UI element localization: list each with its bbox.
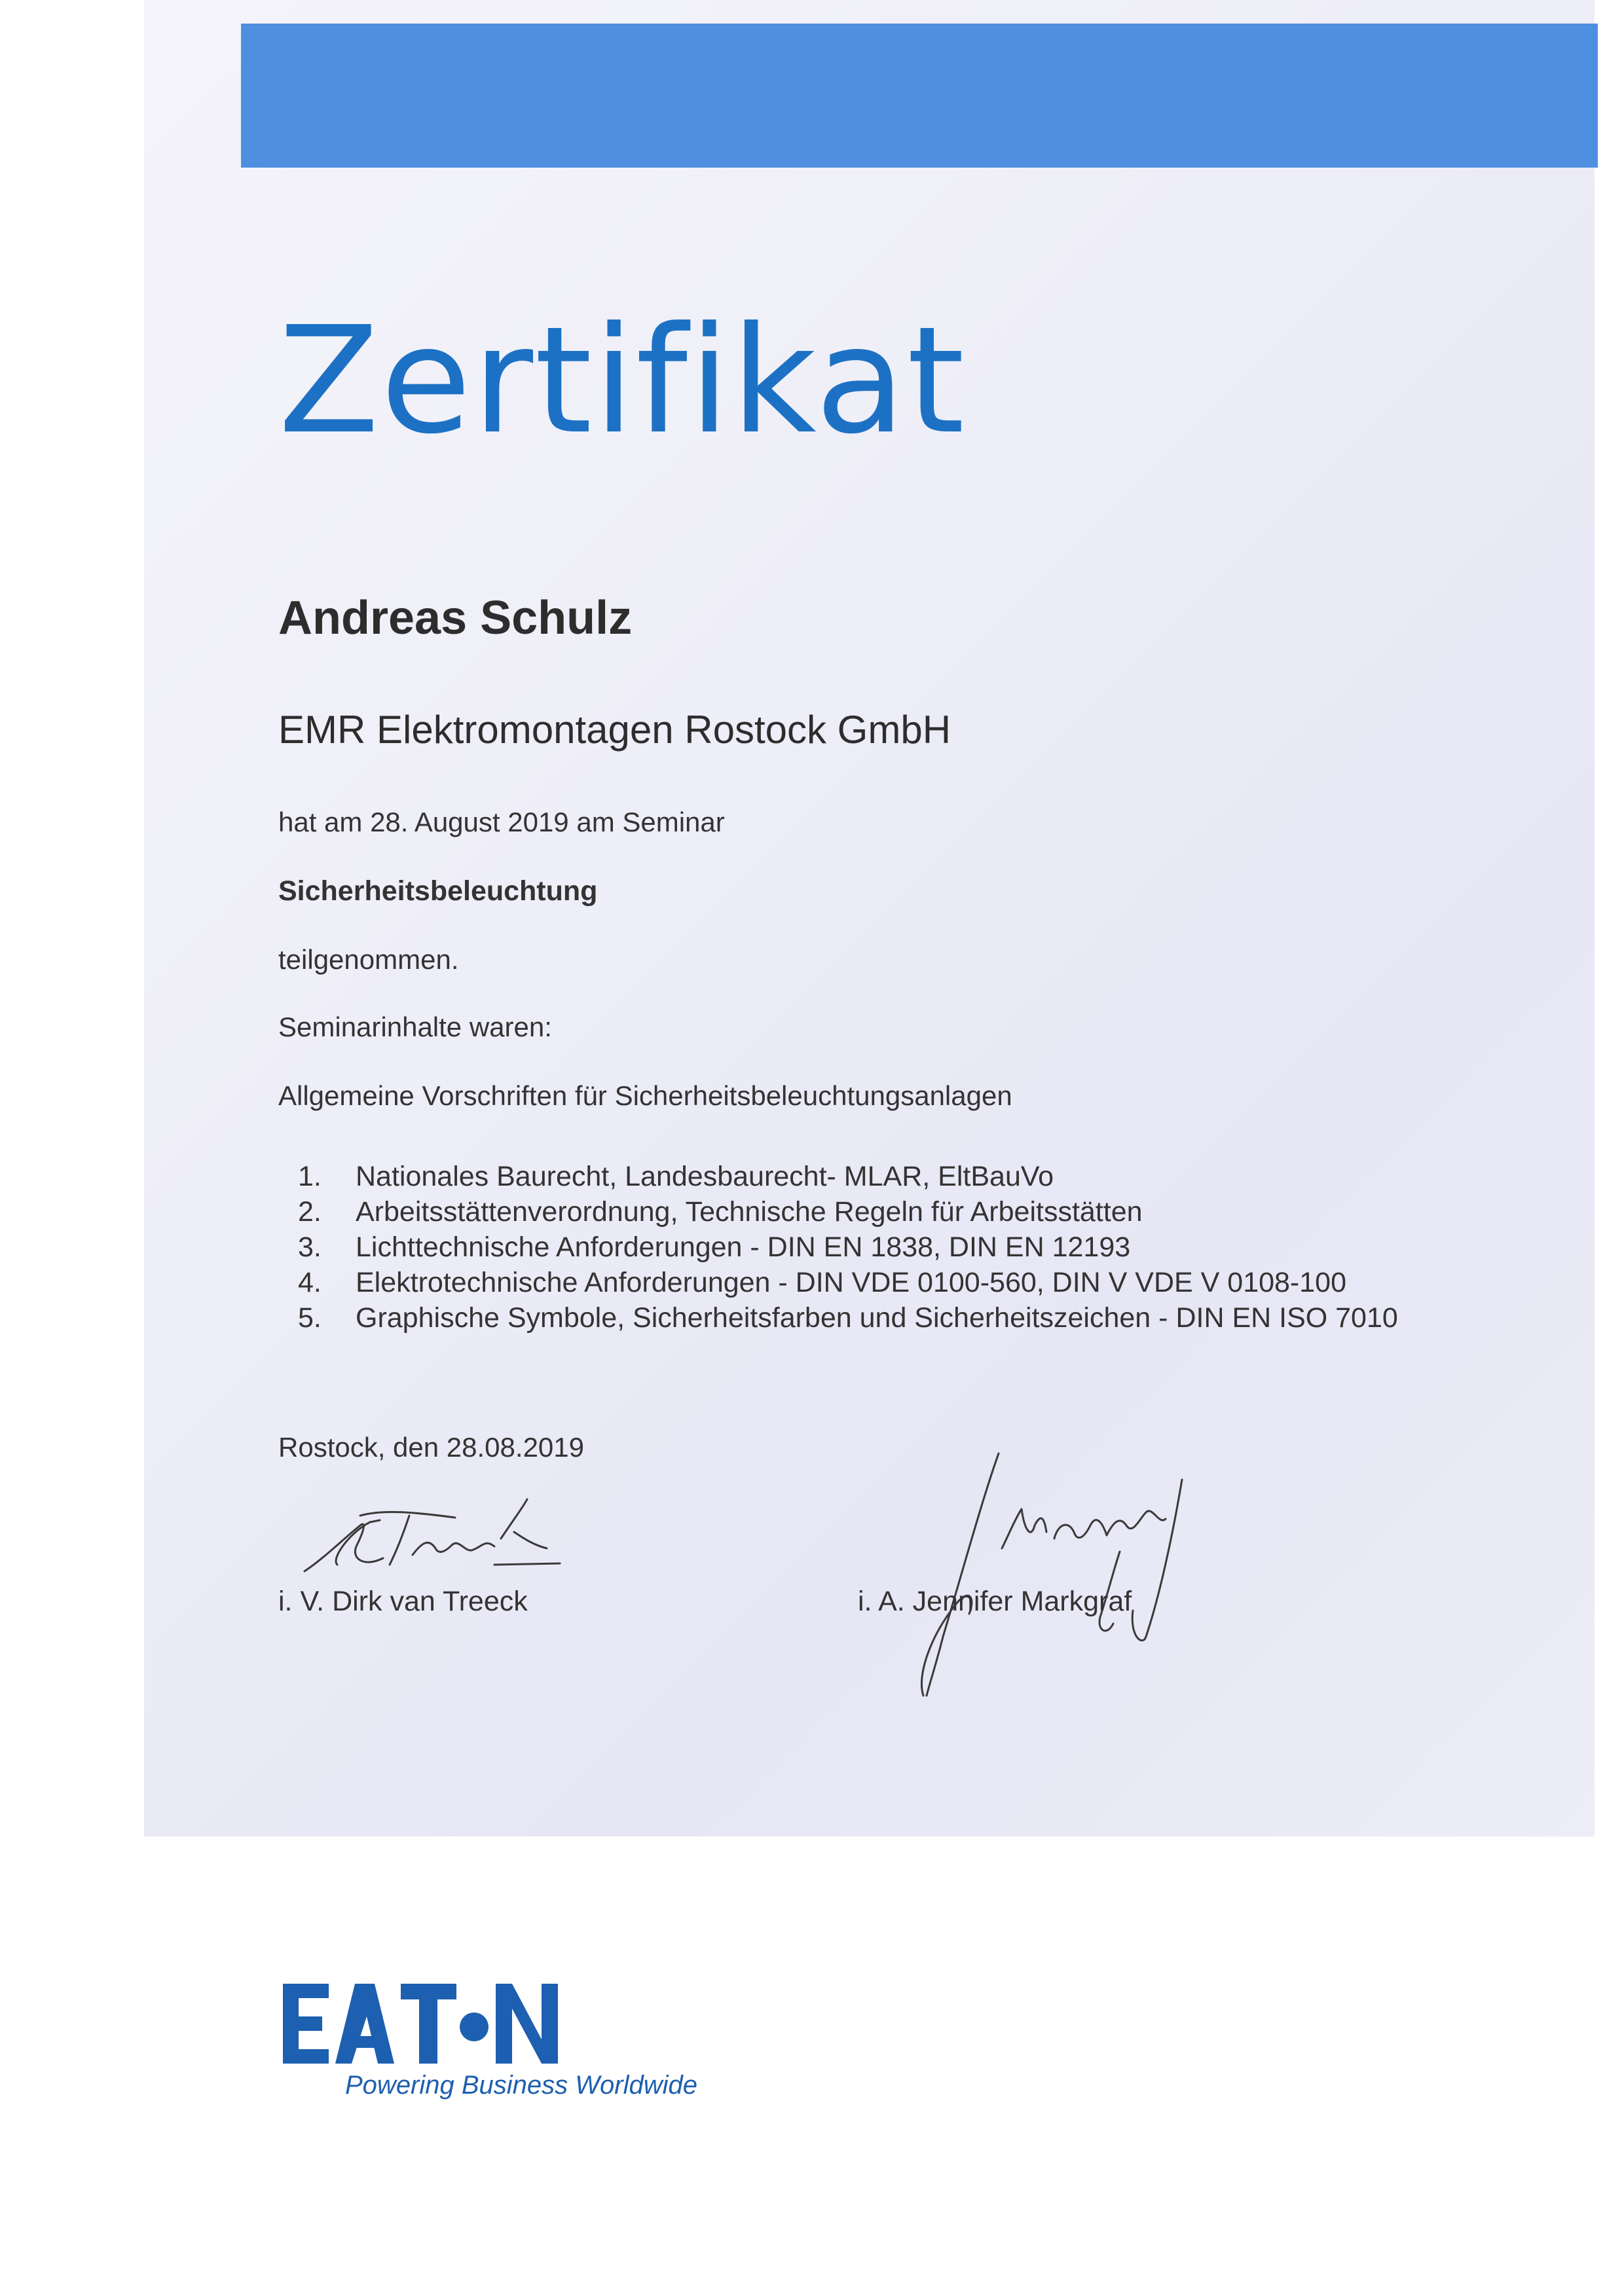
signatory-treeck: i. V. Dirk van Treeck: [278, 1586, 528, 1617]
contents-heading: Seminarinhalte waren:: [278, 1011, 552, 1042]
list-item-text: Lichttechnische Anforderungen - DIN EN 1838, DIN EN 12193: [356, 1231, 1131, 1263]
list-item-number: 2.: [298, 1196, 322, 1228]
place-date: Rostock, den 28.08.2019: [278, 1432, 585, 1463]
list-item-text: Graphische Symbole, Sicherheitsfarben und Sicherheitszeichen - DIN EN ISO 7010: [356, 1302, 1398, 1334]
header-bar: [241, 24, 1598, 168]
signature-treeck: [298, 1486, 573, 1584]
list-item-number: 3.: [298, 1231, 322, 1263]
topic-group-heading: Allgemeine Vorschriften für Sicherheitsbeleuchtungsanlagen: [278, 1080, 1012, 1111]
certificate-title: Zertifikat: [278, 295, 966, 467]
list-item-text: Nationales Baurecht, Landesbaurecht- MLAR, EltBauVo: [356, 1161, 1054, 1192]
recipient-name: Andreas Schulz: [278, 592, 633, 644]
eaton-slogan: Powering Business Worldwide: [345, 2071, 698, 2100]
list-item: [278, 1159, 1398, 1194]
list-item-number: 4.: [298, 1267, 322, 1298]
signatory-markgraf: i. A. Jennifer Markgraf: [858, 1586, 1132, 1617]
list-item-text: Elektrotechnische Anforderungen - DIN VDE 0100-560, DIN V VDE V 0108-100: [356, 1267, 1346, 1298]
seminar-name: Sicherheitsbeleuchtung: [278, 875, 598, 907]
list-item: [278, 1194, 1398, 1230]
list-item: [278, 1230, 1398, 1265]
list-item-number: 5.: [298, 1302, 322, 1334]
signature-markgraf: [838, 1440, 1218, 1702]
topic-list: [278, 1159, 1398, 1336]
list-item: [278, 1300, 1398, 1336]
list-item-text: Arbeitsstättenverordnung, Technische Regeln für Arbeitsstätten: [356, 1196, 1143, 1228]
seminar-intro: hat am 28. August 2019 am Seminar: [278, 807, 725, 837]
list-item-number: 1.: [298, 1161, 322, 1192]
company-name: EMR Elektromontagen Rostock GmbH: [278, 708, 951, 752]
eaton-logo: [283, 1984, 564, 2066]
list-item: [278, 1265, 1398, 1300]
participation-text: teilgenommen.: [278, 944, 459, 975]
